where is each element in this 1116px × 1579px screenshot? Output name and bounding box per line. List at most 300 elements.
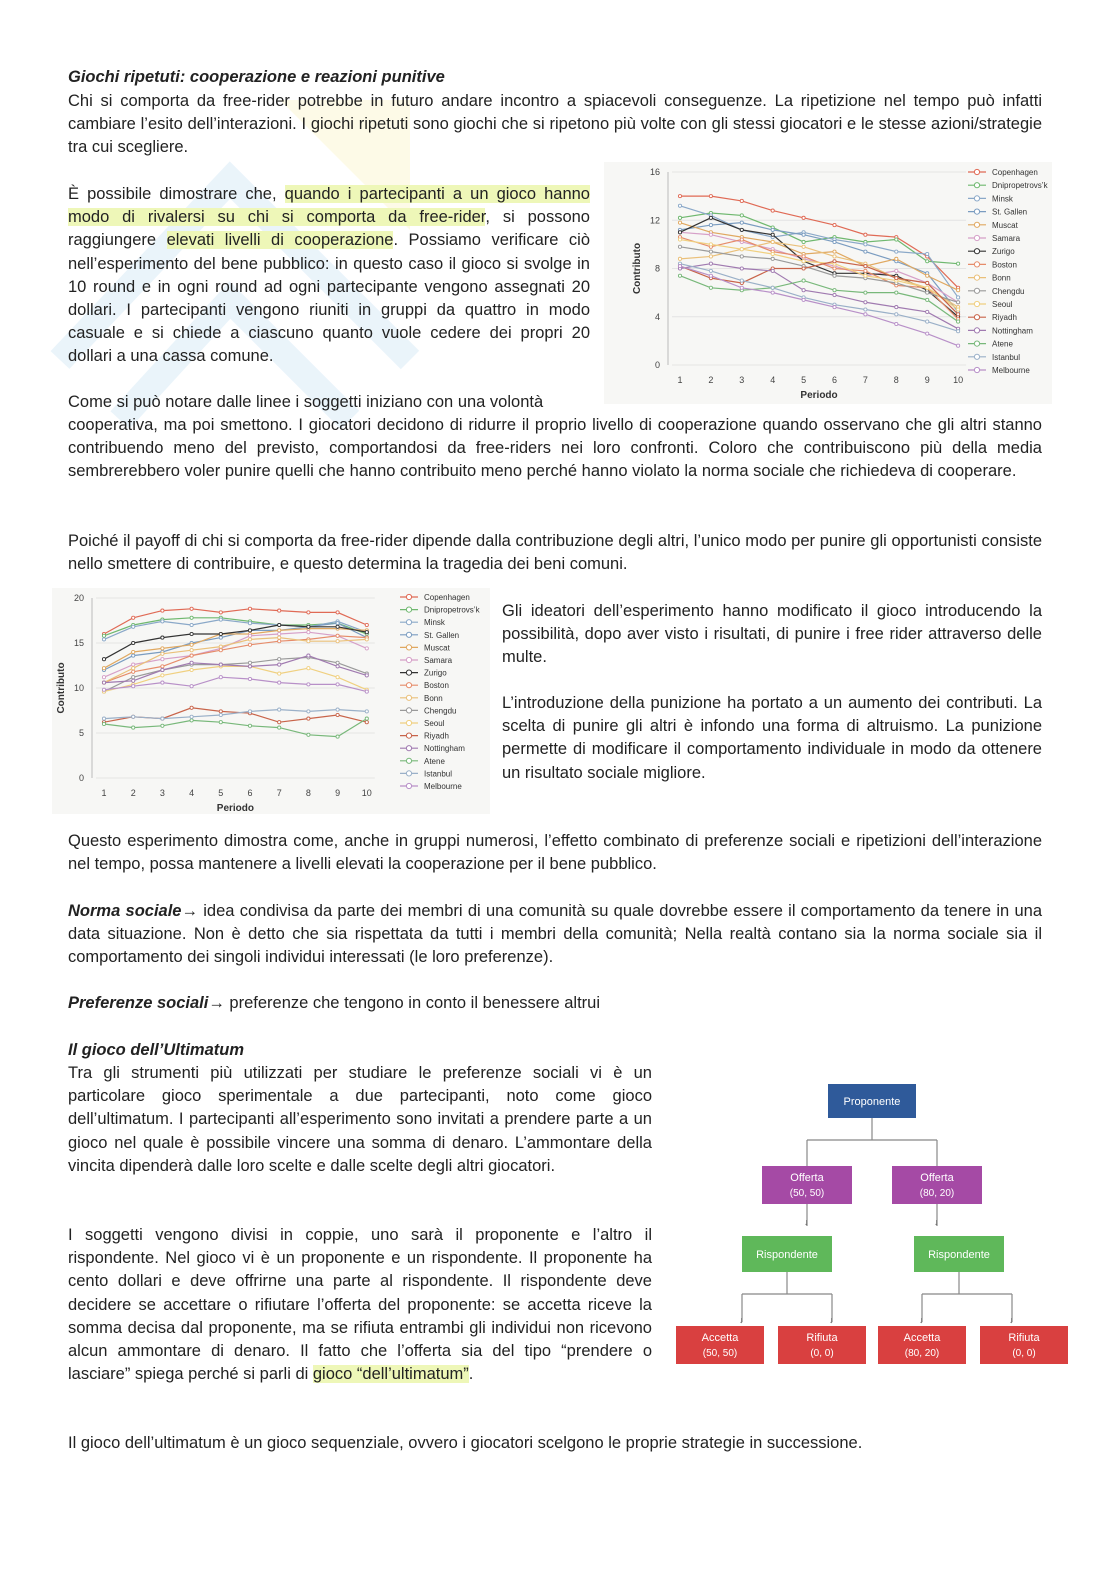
svg-text:Offerta: Offerta — [920, 1172, 954, 1184]
legend-marker — [974, 262, 979, 267]
x-tick-label: 4 — [770, 375, 776, 385]
data-point — [307, 717, 310, 720]
legend-marker — [974, 183, 979, 188]
legend-marker — [406, 708, 411, 713]
node-offer-80-20 — [892, 1166, 982, 1204]
data-point — [957, 296, 960, 299]
y-tick-label: 8 — [654, 263, 660, 274]
chart-contributions-with-punishment — [52, 588, 490, 814]
data-point — [802, 245, 805, 248]
data-point — [926, 291, 929, 294]
data-point — [190, 649, 193, 652]
legend-marker — [406, 695, 411, 700]
y-tick-label: 10 — [73, 683, 84, 693]
data-point — [833, 260, 836, 263]
x-tick-label: 2 — [708, 375, 714, 385]
legend-marker — [974, 235, 979, 240]
data-point — [248, 638, 251, 641]
data-point — [957, 301, 960, 304]
data-point — [307, 710, 310, 713]
svg-text:↓: ↓ — [804, 1217, 809, 1227]
data-point — [278, 681, 281, 684]
data-point — [307, 640, 310, 643]
data-point — [132, 654, 135, 657]
data-point — [336, 683, 339, 686]
legend-marker — [974, 354, 979, 359]
data-point — [132, 676, 135, 679]
data-point — [864, 233, 867, 236]
data-point — [365, 721, 368, 724]
node-proponent — [828, 1084, 916, 1118]
svg-text:Rispondente: Rispondente — [756, 1249, 818, 1261]
paragraph-ultimatum-rules: I soggetti vengono divisi in coppie, uno sarà il proponente e l’altro il rispondente. Nel gioco vi è un proponente e un rispondente. Il proponente ha cento dollari e deve offrirne una parte al rispondente. Il rispondente deve decidere se accettare o rifiutare l’offerta del proponente: se accetta riceve la somma decisa dal proponente, ma se rifiuta entrambi gli individui non ricevono alcun ammontare di denaro. Il fatto che l’offerta sia del tipo “prendere o lasciare” spiega perché si parli di gioco “dell’ultimatum”. — [68, 1226, 652, 1384]
y-tick-label: 12 — [649, 215, 660, 226]
data-point — [365, 717, 368, 720]
data-point — [102, 676, 105, 679]
data-point — [307, 733, 310, 736]
data-point — [833, 289, 836, 292]
data-point — [926, 310, 929, 313]
data-point — [864, 243, 867, 246]
data-point — [864, 250, 867, 253]
data-point — [802, 233, 805, 236]
data-point — [248, 622, 251, 625]
data-point — [161, 717, 164, 720]
x-tick-label: 6 — [247, 788, 253, 798]
highlight-text: gioco “dell’ultimatum” — [312, 1365, 469, 1384]
data-point — [132, 679, 135, 682]
legend-label: Seoul — [992, 300, 1013, 309]
data-point — [864, 274, 867, 277]
data-point — [336, 640, 339, 643]
legend-label: Chengdu — [424, 706, 457, 716]
data-point — [336, 634, 339, 637]
data-point — [219, 611, 222, 614]
data-point — [709, 195, 712, 198]
data-point — [248, 710, 251, 713]
data-point — [709, 216, 712, 219]
data-point — [190, 661, 193, 664]
data-point — [190, 616, 193, 619]
data-point — [740, 221, 743, 224]
y-tick-label: 5 — [78, 728, 84, 738]
data-point — [926, 274, 929, 277]
data-point — [365, 631, 368, 634]
data-point — [248, 661, 251, 664]
data-point — [278, 663, 281, 666]
legend-label: Copenhagen — [992, 168, 1038, 177]
data-point — [278, 721, 281, 724]
data-point — [802, 260, 805, 263]
paragraph-intro: Chi si comporta da free-rider potrebbe in futuro andare incontro a spiacevoli conseguenze. La ripetizione nel tempo può infatti cambiare l’esito dell’interazioni. I giochi ripetuti sono giochi che si ripetono più volte con gli stessi giocatori e le stesse azioni/strategie tra cui scegliere. — [68, 92, 1042, 157]
data-point — [709, 243, 712, 246]
data-point — [678, 204, 681, 207]
data-point — [740, 238, 743, 241]
data-point — [307, 625, 310, 628]
data-point — [132, 641, 135, 644]
data-point — [132, 670, 135, 673]
data-point — [926, 260, 929, 263]
data-point — [740, 267, 743, 270]
data-point — [709, 255, 712, 258]
data-point — [278, 629, 281, 632]
legend-marker — [406, 771, 411, 776]
paragraph-ultimatum-intro: Tra gli strumenti più utilizzati per studiare le preferenze sociali vi è un particolare gioco sperimentale a due partecipanti, noto come gioco dell’ultimatum. I partecipanti all’esperimento sono invitati a prendere parte a un gioco nel quale è possibile vincere una somma di denaro. L’ammontare della vincita dipenderà dalle loro scelte e dalle scelte degli altri giocatori. — [68, 1064, 652, 1175]
y-tick-label: 15 — [73, 638, 84, 648]
data-point — [957, 320, 960, 323]
legend-label: Zurigo — [992, 247, 1015, 257]
legend-label: Melbourne — [992, 366, 1030, 375]
data-point — [833, 250, 836, 253]
data-point — [219, 632, 222, 635]
data-point — [190, 719, 193, 722]
data-point — [709, 223, 712, 226]
data-point — [161, 681, 164, 684]
legend-label: Istanbul — [992, 352, 1021, 362]
x-axis-label: Periodo — [216, 803, 255, 814]
svg-text:↓: ↓ — [1009, 1315, 1014, 1325]
data-point — [771, 269, 774, 272]
data-point — [102, 638, 105, 641]
data-point — [771, 209, 774, 212]
data-point — [833, 240, 836, 243]
data-point — [248, 634, 251, 637]
x-tick-label: 5 — [218, 788, 224, 798]
data-point — [709, 250, 712, 253]
data-point — [709, 269, 712, 272]
term-social-norm: Norma sociale — [68, 902, 182, 920]
data-point — [771, 228, 774, 231]
svg-text:(0, 0): (0, 0) — [1012, 1348, 1036, 1359]
data-point — [219, 649, 222, 652]
data-point — [833, 267, 836, 270]
y-tick-label: 16 — [649, 167, 660, 177]
paragraph-cooperation: È possibile dimostrare che, quando i partecipanti a un gioco hanno modo di rivalersi su chi si comporta da free-rider, si possono raggiungere elevati livelli di cooperazione. Possiamo verificare ciò nell’esperimento del bene pubblico: in questo caso il gioco si svolge in 10 round e in ogni round ad ogni partecipante vengono assegnati 20 dollari. I partecipanti vengono riuniti in gruppi da quattro in modo casuale e si chiede a ciascuno quanto vuole cedere dei propri 20 dollari a una cassa comune. — [68, 185, 591, 366]
data-point — [102, 717, 105, 720]
data-point — [248, 607, 251, 610]
data-point — [219, 713, 222, 716]
data-point — [278, 726, 281, 729]
svg-text:↓: ↓ — [829, 1315, 834, 1325]
legend-label: Dnipropetrovs’k — [424, 605, 480, 615]
y-tick-label: 0 — [654, 360, 660, 370]
x-tick-label: 10 — [953, 375, 964, 385]
node-responder-1 — [742, 1236, 832, 1272]
y-tick-label: 20 — [73, 593, 84, 603]
data-point — [102, 658, 105, 661]
data-point — [336, 676, 339, 679]
x-tick-label: 5 — [801, 375, 807, 385]
svg-text:↓: ↓ — [934, 1217, 939, 1227]
legend-label: Copenhagen — [424, 593, 470, 602]
svg-text:(80, 20): (80, 20) — [904, 1348, 940, 1359]
data-point — [132, 667, 135, 670]
data-point — [365, 623, 368, 626]
data-point — [190, 706, 193, 709]
data-point — [219, 636, 222, 639]
definition-social-preferences: Preferenze sociali→ preferenze che tengono in conto il benessere altrui — [68, 994, 600, 1012]
x-tick-label: 6 — [831, 375, 838, 385]
legend-label: Muscat — [992, 220, 1018, 230]
paragraph-lines-rest: cooperativa, ma poi smettono. I giocatori decidono di ridurre il proprio livello di cooperazione quando osservano che gli altri stanno contribuendo meno del previsto, comportandosi da free-riders nei loro confronti. Coloro che contribuiscono più della media sembrerebbero voler punire quelli che hanno contribuito meno perché hanno violato la norma sociale che richiedeva di cooperare. — [68, 416, 1042, 481]
data-point — [161, 620, 164, 623]
data-point — [709, 233, 712, 236]
node-offer-50-50 — [762, 1166, 852, 1204]
svg-text:(0, 0): (0, 0) — [810, 1348, 834, 1359]
legend-marker — [974, 288, 979, 293]
data-point — [895, 306, 898, 309]
data-point — [102, 634, 105, 637]
paragraph-sequential-game: Il gioco dell’ultimatum è un gioco sequenziale, ovvero i giocatori scelgono le proprie strategie in successione. — [68, 1434, 863, 1452]
data-point — [132, 650, 135, 653]
data-point — [278, 623, 281, 626]
data-point — [771, 286, 774, 289]
data-point — [336, 735, 339, 738]
legend-label: Bonn — [424, 693, 443, 703]
data-point — [365, 674, 368, 677]
data-point — [278, 640, 281, 643]
data-point — [926, 252, 929, 255]
legend-label: Minsk — [992, 194, 1013, 204]
data-point — [190, 632, 193, 635]
data-point — [802, 255, 805, 258]
data-point — [740, 279, 743, 282]
paragraph-punishment-effect: L’introduzione della punizione ha portato a un aumento dei contributi. La scelta di punire gli altri è infondo una forma di altruismo. La punizione permette di modificare il comportamento individuale in modo da ottenere un risultato sociale migliore. — [502, 694, 1042, 782]
data-point — [102, 667, 105, 670]
data-point — [161, 674, 164, 677]
data-point — [802, 279, 805, 282]
legend-marker — [974, 275, 979, 280]
data-point — [132, 616, 135, 619]
data-point — [802, 267, 805, 270]
x-tick-label: 4 — [189, 788, 195, 798]
legend-marker — [406, 683, 411, 688]
data-point — [336, 625, 339, 628]
legend-label: Atene — [992, 339, 1013, 349]
data-point — [161, 724, 164, 727]
data-point — [833, 293, 836, 296]
legend-marker — [974, 209, 979, 214]
legend-marker — [406, 746, 411, 751]
data-point — [278, 609, 281, 612]
data-point — [864, 291, 867, 294]
data-point — [740, 199, 743, 202]
data-point — [678, 245, 681, 248]
data-point — [895, 277, 898, 280]
data-point — [161, 668, 164, 671]
legend-marker — [406, 645, 411, 650]
x-tick-label: 9 — [335, 788, 341, 798]
data-point — [365, 638, 368, 641]
data-point — [307, 611, 310, 614]
data-point — [740, 286, 743, 289]
legend-label: Istanbul — [424, 769, 453, 779]
data-point — [926, 298, 929, 301]
data-point — [132, 663, 135, 666]
data-point — [833, 306, 836, 309]
legend-marker — [406, 594, 411, 599]
svg-text:↓: ↓ — [919, 1315, 924, 1325]
x-axis-label: Periodo — [800, 390, 838, 401]
data-point — [926, 281, 929, 284]
data-point — [219, 663, 222, 666]
data-point — [864, 308, 867, 311]
data-point — [957, 330, 960, 333]
data-point — [926, 320, 929, 323]
legend-label: Minsk — [424, 618, 445, 628]
data-point — [957, 289, 960, 292]
paragraph-lines-start: Come si può notare dalle linee i soggetti iniziano con una volontà — [68, 393, 544, 411]
x-tick-label: 1 — [677, 375, 683, 385]
data-point — [678, 195, 681, 198]
legend-marker — [406, 620, 411, 625]
legend-marker — [406, 720, 411, 725]
legend-label: Muscat — [424, 643, 450, 653]
data-point — [926, 286, 929, 289]
svg-text:Rifiuta: Rifiuta — [1008, 1332, 1040, 1344]
data-point — [219, 645, 222, 648]
data-point — [802, 216, 805, 219]
data-point — [190, 607, 193, 610]
legend-marker — [974, 315, 979, 320]
data-point — [833, 255, 836, 258]
legend-label: Nottingham — [424, 744, 465, 754]
data-point — [219, 676, 222, 679]
data-point — [307, 631, 310, 634]
paragraph-punishment-intro: Gli ideatori dell’esperimento hanno modificato il gioco introducendo la possibilità, dopo aver visto i risultati, di punire i free rider attraverso delle multe. — [502, 602, 1042, 667]
data-point — [802, 240, 805, 243]
data-point — [161, 636, 164, 639]
data-point — [678, 274, 681, 277]
data-point — [336, 622, 339, 625]
legend-label: Nottingham — [992, 326, 1033, 336]
x-tick-label: 8 — [893, 375, 899, 385]
data-point — [248, 677, 251, 680]
data-point — [219, 721, 222, 724]
data-point — [132, 625, 135, 628]
paragraph-experiment-conclusion: Questo esperimento dimostra come, anche in gruppi numerosi, l’effetto combinato di preferenze sociali e ripetizioni dell’interazione nel tempo, possa mantenere a livelli elevati la cooperazione per il bene pubblico. — [68, 832, 1042, 874]
legend-marker — [974, 341, 979, 346]
data-point — [678, 216, 681, 219]
data-point — [957, 313, 960, 316]
data-point — [278, 632, 281, 635]
legend-label: Riyadh — [992, 313, 1017, 323]
node-reject-1 — [778, 1326, 866, 1364]
x-tick-label: 7 — [276, 788, 282, 798]
data-point — [771, 240, 774, 243]
legend-marker — [974, 367, 979, 372]
data-point — [709, 262, 712, 265]
data-point — [161, 665, 164, 668]
data-point — [833, 223, 836, 226]
legend-label: Riyadh — [424, 731, 449, 741]
data-point — [102, 722, 105, 725]
data-point — [219, 618, 222, 621]
data-point — [957, 308, 960, 311]
svg-text:Rispondente: Rispondente — [928, 1249, 990, 1261]
legend-marker — [406, 783, 411, 788]
data-point — [709, 274, 712, 277]
data-point — [864, 313, 867, 316]
node-accept-80-20 — [878, 1326, 966, 1364]
svg-text:Accetta: Accetta — [903, 1332, 941, 1344]
data-point — [132, 726, 135, 729]
y-tick-label: 0 — [78, 773, 84, 783]
data-point — [102, 681, 105, 684]
data-point — [219, 710, 222, 713]
legend-label: Samara — [992, 234, 1021, 243]
data-point — [678, 257, 681, 260]
data-point — [248, 665, 251, 668]
legend-label: St. Gallen — [424, 630, 460, 640]
data-point — [278, 658, 281, 661]
paragraph-payoff: Poiché il payoff di chi si comporta da free-rider dipende dalla contribuzione degli altri, l’unico modo per punire gli opportunisti consiste nello smettere di contribuire, e questo determina la tragedia dei beni comuni. — [68, 532, 1042, 574]
svg-text:Proponente: Proponente — [843, 1096, 901, 1108]
data-point — [190, 654, 193, 657]
data-point — [248, 629, 251, 632]
x-tick-label: 10 — [361, 788, 372, 798]
node-reject-2 — [980, 1326, 1068, 1364]
x-tick-label: 9 — [924, 375, 930, 385]
legend-label: Dnipropetrovs’k — [992, 181, 1048, 191]
data-point — [161, 647, 164, 650]
data-point — [190, 685, 193, 688]
data-point — [926, 332, 929, 335]
ultimatum-game-tree — [672, 1078, 1072, 1368]
data-point — [864, 269, 867, 272]
data-point — [895, 257, 898, 260]
section-title-ultimatum: Il gioco dell’Ultimatum — [68, 1041, 245, 1059]
data-point — [307, 654, 310, 657]
chart-contributions-no-punishment — [604, 162, 1052, 404]
x-tick-label: 8 — [305, 788, 311, 798]
data-point — [833, 274, 836, 277]
data-point — [132, 715, 135, 718]
x-tick-label: 7 — [862, 375, 868, 385]
data-point — [957, 262, 960, 265]
x-tick-label: 3 — [159, 788, 165, 798]
legend-marker — [406, 607, 411, 612]
data-point — [132, 685, 135, 688]
y-axis-label: Contributo — [56, 662, 67, 714]
y-tick-label: 4 — [654, 311, 660, 322]
data-point — [957, 344, 960, 347]
svg-text:(50, 50): (50, 50) — [789, 1188, 825, 1199]
x-tick-label: 2 — [130, 788, 136, 798]
section-title-repeated-games: Giochi ripetuti: cooperazione e reazioni punitive — [68, 68, 445, 86]
data-point — [740, 214, 743, 217]
legend-marker — [406, 733, 411, 738]
data-point — [895, 313, 898, 316]
data-point — [190, 643, 193, 646]
data-point — [161, 652, 164, 655]
legend-marker — [406, 670, 411, 675]
legend-marker — [406, 758, 411, 763]
legend-marker — [406, 632, 411, 637]
legend-marker — [974, 222, 979, 227]
data-point — [678, 221, 681, 224]
data-point — [740, 255, 743, 258]
legend-label: Boston — [992, 260, 1017, 270]
data-point — [190, 623, 193, 626]
definition-social-norm: Norma sociale→ idea condivisa da parte dei membri di una comunità su quale dovrebbe essere il comportamento da tenere in una data situazione. Non è detto che sia rispettata da tutti i membri della comunità; Nella realtà contano sia la norma sociale sia il comportamento dei singoli individui interessati (le loro preferenze). — [68, 902, 1042, 967]
data-point — [895, 250, 898, 253]
data-point — [336, 713, 339, 716]
legend-label: St. Gallen — [992, 207, 1028, 217]
data-point — [278, 708, 281, 711]
data-point — [771, 233, 774, 236]
data-point — [278, 636, 281, 639]
